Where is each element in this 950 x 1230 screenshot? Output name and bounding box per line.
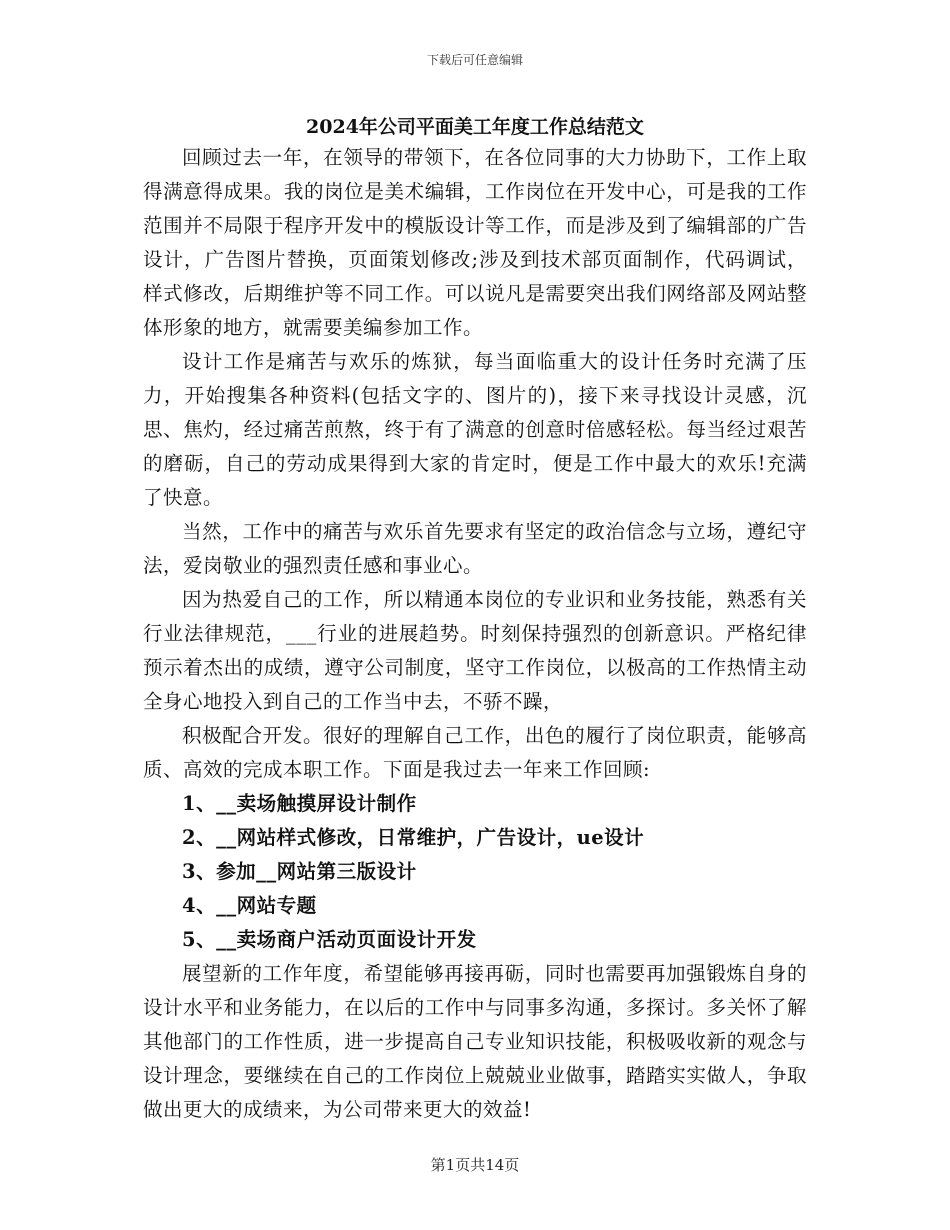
document-title: 2024年公司平面美工年度工作总结范文	[306, 116, 644, 138]
work-list-item: 2、__网站样式修改，日常维护，广告设计，ue设计	[182, 826, 645, 849]
work-list-item: 3、参加__网站第三版设计	[182, 860, 417, 883]
paragraph-principles: 当然，工作中的痛苦与欢乐首先要求有坚定的政治信念与立场，遵纪守法，爱岗敬业的强烈责任感和事业心。	[143, 520, 807, 577]
paragraph-passion: 因为热爱自己的工作，所以精通本岗位的专业识和业务技能，熟悉有关行业法律规范，___行业的进展趋势。时刻保持强烈的创新意识。严格纪律预示着杰出的成绩，遵守公司制度，坚守工作岗位，以极高的工作热情主动全身心地投入到自己的工作当中去，不骄不躁，	[143, 588, 807, 713]
paragraph-review: 回顾过去一年，在领导的带领下，在各位同事的大力协助下，工作上取得满意得成果。我的岗位是美术编辑，工作岗位在开发中心，可是我的工作范围并不局限于程序开发中的模版设计等工作，而是涉及到了编辑部的广告设计，广告图片替换，页面策划修改;涉及到技术部页面制作，代码调试，样式修改，后期维护等不同工作。可以说凡是需要突出我们网络部及网站整体形象的地方，就需要美编参加工作。	[143, 146, 807, 339]
work-list-item: 4、__网站专题	[182, 894, 317, 917]
page-header: 下载后可任意编辑	[426, 53, 523, 67]
paragraph-outlook: 展望新的工作年度，希望能够再接再砺，同时也需要再加强锻炼自身的设计水平和业务能力，在以后的工作中与同事多沟通，多探讨。多关怀了解其他部门的工作性质，进一步提高自己专业知识技能，积极吸收新的观念与设计理念，要继续在自己的工作岗位上兢兢业业做事，踏踏实实做人，争取做出更大的成绩来，为公司带来更大的效益!	[143, 962, 807, 1121]
page-number: 第1页共14页	[430, 1156, 520, 1174]
work-list-item: 1、__卖场触摸屏设计制作	[182, 792, 417, 815]
work-list-item: 5、__卖场商户活动页面设计开发	[182, 928, 477, 951]
paragraph-design-work: 设计工作是痛苦与欢乐的炼狱，每当面临重大的设计任务时充满了压力，开始搜集各种资料(包括文字的、图片的)，接下来寻找设计灵感，沉思、焦灼，经过痛苦煎熬，终于有了满意的创意时倍感轻松。每当经过艰苦的磨砺，自己的劳动成果得到大家的肯定时，便是工作中最大的欢乐!充满了快意。	[143, 350, 807, 509]
paragraph-cooperation: 积极配合开发。很好的理解自己工作，出色的履行了岗位职责，能够高质、高效的完成本职工作。下面是我过去一年来工作回顾:	[143, 724, 807, 781]
document-body	[143, 141, 807, 1127]
